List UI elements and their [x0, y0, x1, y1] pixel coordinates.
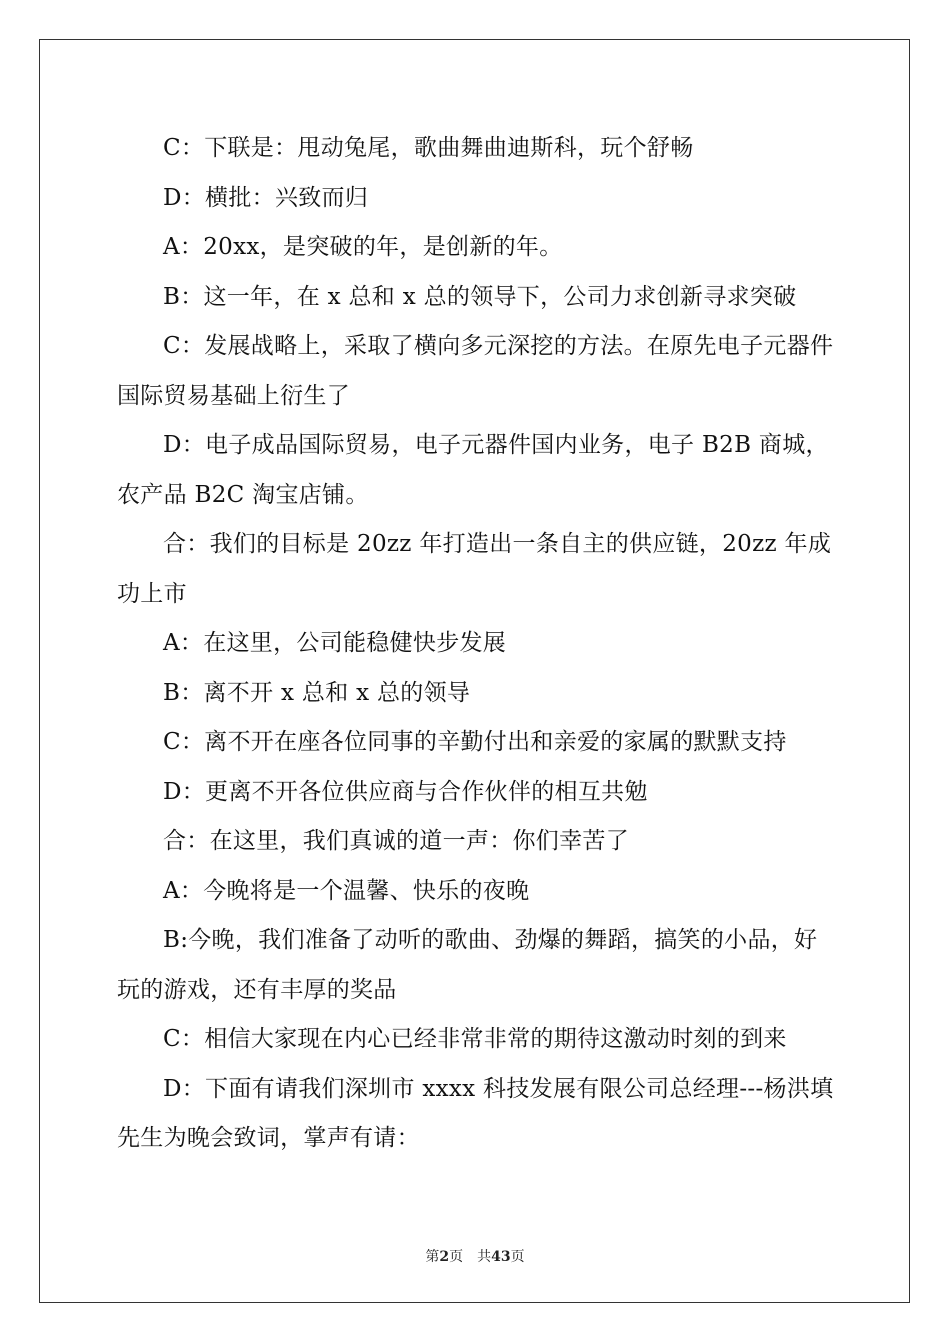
paragraph: B：离不开 x 总和 x 总的领导 — [163, 679, 471, 706]
paragraph: C：相信大家现在内心已经非常非常的期待这激动时刻的到来 — [163, 1026, 787, 1052]
total-pages: 43 — [491, 1249, 511, 1265]
paragraph: C：下联是：甩动兔尾，歌曲舞曲迪斯科，玩个舒畅 — [163, 135, 694, 161]
paragraph: D：电子成品国际贸易，电子元器件国内业务，电子 B2B 商城，农产品 B2C 淘宝店铺。 — [117, 432, 829, 508]
paragraph: 合：我们的目标是 20zz 年打造出一条自主的供应链，20zz 年成功上市 — [117, 531, 832, 607]
paragraph: B：这一年，在 x 总和 x 总的领导下，公司力求创新寻求突破 — [163, 283, 797, 310]
paragraph: C：离不开在座各位同事的辛勤付出和亲爱的家属的默默支持 — [163, 729, 787, 755]
paragraph: 合：在这里，我们真诚的道一声：你们幸苦了 — [163, 828, 629, 854]
paragraph: A：在这里，公司能稳健快步发展 — [163, 630, 507, 656]
page-number: 2 — [439, 1249, 450, 1265]
paragraph: D：横批：兴致而归 — [163, 184, 369, 211]
paragraph: D：下面有请我们深圳市 xxxx 科技发展有限公司总经理---杨洪填先生为晚会致词，掌声有请： — [117, 1075, 834, 1151]
paragraph: C：发展战略上，采取了横向多元深挖的方法。在原先电子元器件国际贸易基础上衍生了 — [117, 333, 834, 409]
page-footer — [0, 1246, 950, 1266]
paragraph: D：更离不开各位供应商与合作伙伴的相互共勉 — [163, 778, 648, 805]
page-label-suffix: 页 — [449, 1249, 464, 1265]
paragraph: A：今晚将是一个温馨、快乐的夜晚 — [163, 877, 530, 904]
paragraph: A：20xx，是突破的年，是创新的年。 — [163, 234, 563, 260]
document-body — [117, 124, 835, 1164]
total-label-prefix: 共 — [477, 1249, 492, 1265]
total-label-suffix: 页 — [510, 1249, 525, 1265]
paragraph: B:今晚，我们准备了动听的歌曲、劲爆的舞蹈，搞笑的小品，好玩的游戏，还有丰厚的奖品 — [117, 927, 818, 1003]
page-label-prefix: 第 — [425, 1249, 440, 1265]
